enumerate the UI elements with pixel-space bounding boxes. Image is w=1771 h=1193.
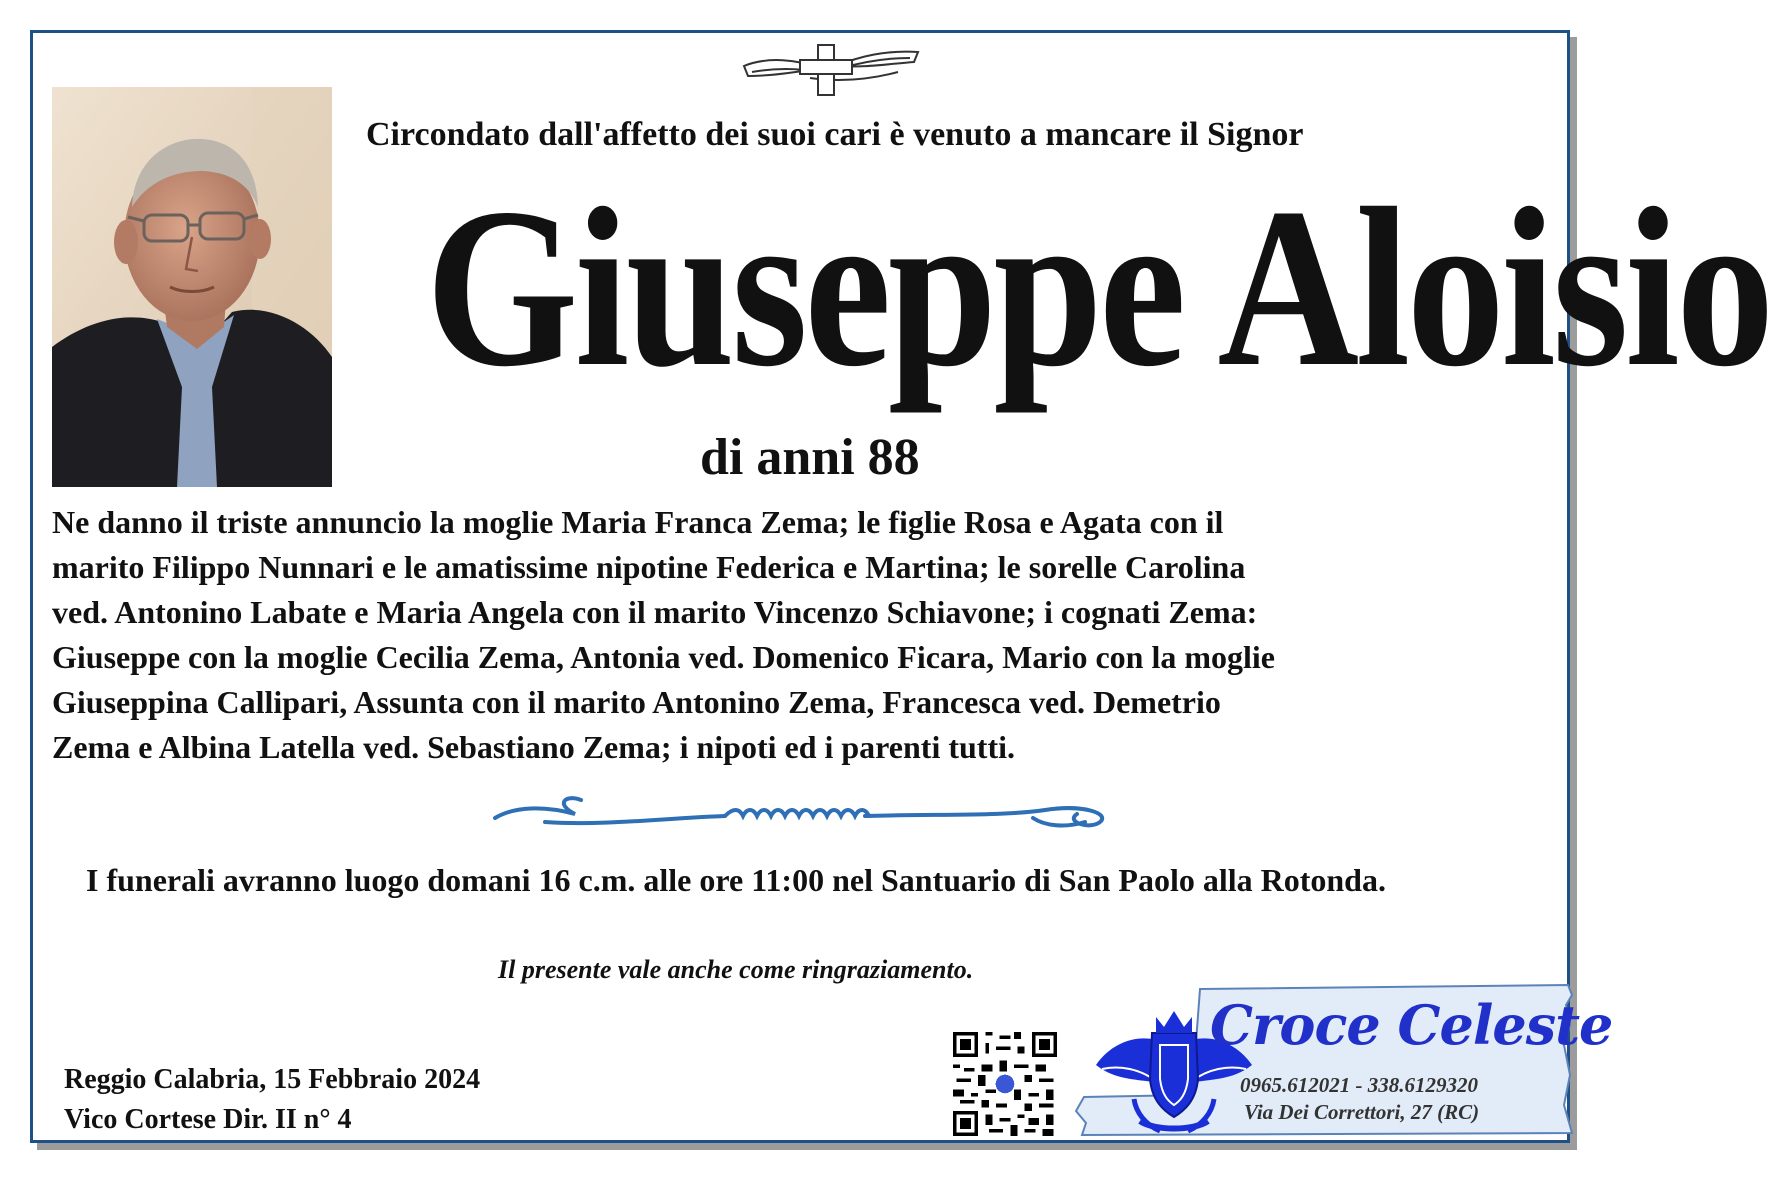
announcement-line: Giuseppina Callipari, Assunta con il marito Antonino Zema, Francesca ved. Demetrio xyxy=(52,684,1221,720)
deceased-name: Giuseppe Aloisio xyxy=(425,162,1771,414)
place-date: Reggio Calabria, 15 Febbraio 2024 xyxy=(64,1064,481,1095)
home-address: Vico Cortese Dir. II n° 4 xyxy=(64,1104,352,1135)
announcement-line: Zema e Albina Latella ved. Sebastiano Zema; i nipoti ed i parenti tutti. xyxy=(52,729,1015,765)
cross-with-wings-icon xyxy=(738,42,924,98)
announcement-line: Ne danno il triste annuncio la moglie Maria Franca Zema; le figlie Rosa e Agata con il xyxy=(52,504,1224,540)
announcement-text xyxy=(52,500,1552,770)
scroll-ornament-icon xyxy=(485,792,1125,838)
announcement-line: ved. Antonino Labate e Maria Angela con il marito Vincenzo Schiavone; i cognati Zema: xyxy=(52,594,1258,630)
intro-text: Circondato dall'affetto dei suoi cari è venuto a mancare il Signor xyxy=(366,116,1304,153)
thanks-text: Il presente vale anche come ringraziamento. xyxy=(498,955,974,984)
announcement-line: Giuseppe con la moglie Cecilia Zema, Antonia ved. Domenico Ficara, Mario con la moglie xyxy=(52,639,1275,675)
agency-phones: 0965.612021 - 338.6129320 xyxy=(1240,1073,1478,1097)
funeral-info: I funerali avranno luogo domani 16 c.m. alle ore 11:00 nel Santuario di San Paolo alla Rotonda. xyxy=(86,862,1386,898)
place-and-address xyxy=(64,1060,480,1140)
qr-code-icon[interactable] xyxy=(953,1032,1057,1136)
portrait-photo xyxy=(52,87,332,487)
agency-address: Via Dei Correttori, 27 (RC) xyxy=(1244,1100,1480,1124)
age-text: di anni 88 xyxy=(700,429,920,486)
announcement-line: marito Filippo Nunnari e le amatissime nipotine Federica e Martina; le sorelle Carolina xyxy=(52,549,1246,585)
agency-name: Croce Celeste xyxy=(1210,993,1613,1057)
